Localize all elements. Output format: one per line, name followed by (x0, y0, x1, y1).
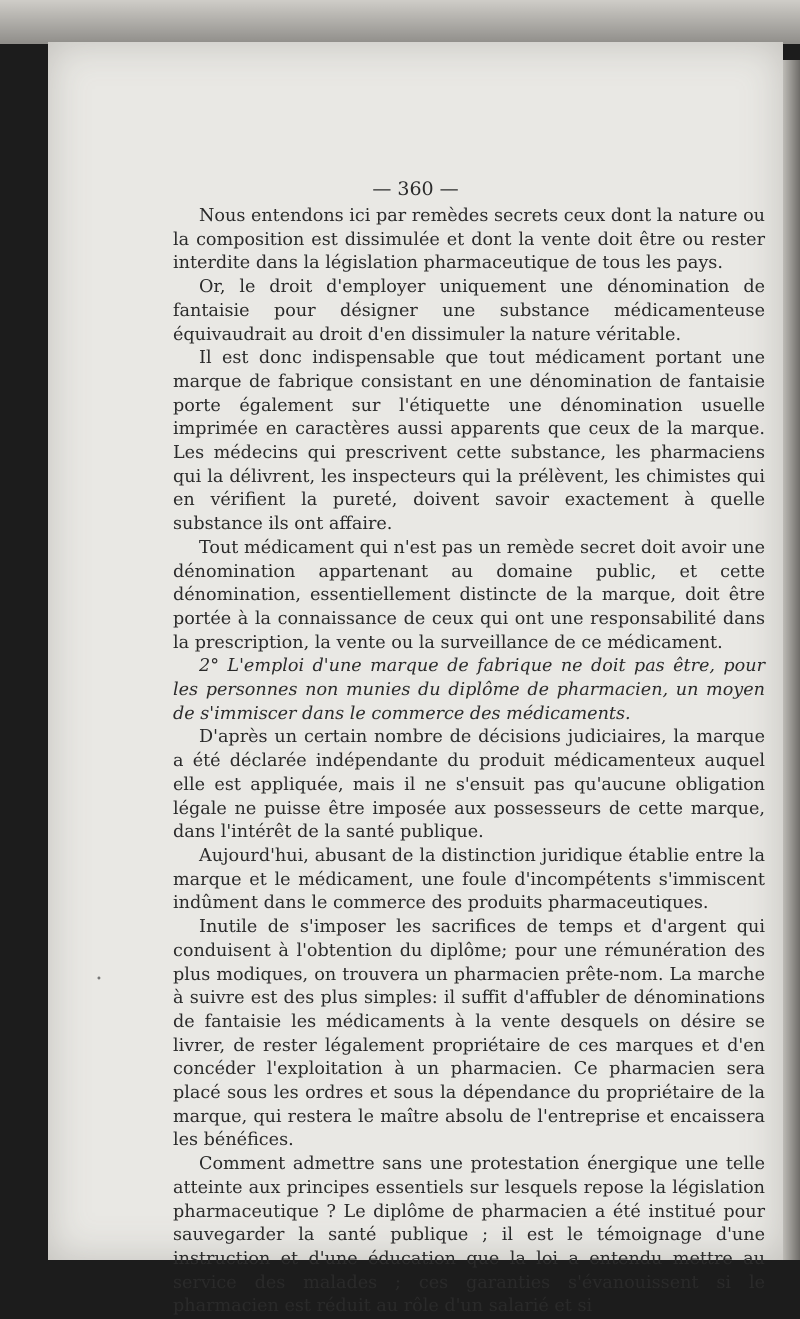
next-page-edge (783, 60, 800, 1260)
page-number: — 360 — (372, 178, 459, 200)
margin-mark: • (96, 974, 102, 985)
paragraph: Il est donc indispensable que tout médicament portant une marque de fabrique consistant en une dénomination de fantaisie porte également sur l'étiquette une dénomination usuelle imprimée en caractères aussi apparents que ceux de la marque. Les médecins qui prescrivent cette substance, les pharmaciens qui la délivrent, les inspecteurs qui la prélèvent, les chimistes qui en vérifient la pureté, doivent savoir exactement à quelle substance ils ont affaire. (173, 348, 765, 535)
paragraph: Tout médicament qui n'est pas un remède secret doit avoir une dénomination appartenant au domaine public, et cette dénomination, essentiellement distincte de la marque, doit être portée à la connaissance de ceux qui ont une responsabilité dans la prescription, la vente ou la surveillance de ce médicament. (173, 537, 765, 653)
paragraph: D'après un certain nombre de décisions judiciaires, la marque a été déclarée indépendante du produit médicamenteux auquel elle est appliquée, mais il ne s'ensuit pas qu'aucune obligation légale ne puisse être imposée aux possesseurs de cette marque, dans l'intérêt de la santé publique. (173, 727, 765, 843)
paragraph: Or, le droit d'employer uniquement une dénomination de fantaisie pour désigner une substance médicamenteuse équivaudrait au droit d'en dissimuler la nature véritable. (173, 277, 765, 345)
book-page (48, 42, 783, 1317)
paragraph: Nous entendons ici par remèdes secrets ceux dont la nature ou la composition est dissimulée et dont la vente doit être ou rester interdite dans la législation pharmaceutique de tous les pays. (173, 206, 766, 274)
paragraph: Inutile de s'imposer les sacrifices de temps et d'argent qui conduisent à l'obtention du diplôme; pour une rémunération des plus modiques, on trouvera un pharmacien prête-nom. La marche à suivre est des plus simples: il suffit d'affubler de dénominations de fantaisie les médicaments à la vente desquels on désire se livrer, de rester légalement propriétaire de ces marques et d'en concéder l'exploitation à un pharmacien. Ce pharmacien sera placé sous les ordres et sous la dépendance du propriétaire de la marque, qui restera le maître absolu de l'entreprise et encaissera les bénéfices. (173, 917, 765, 1151)
text-body (173, 205, 765, 1319)
section-heading-paragraph: 2° L'emploi d'une marque de fabrique ne doit pas être, pour les personnes non munies du diplôme de pharmacien, un moyen de s'immiscer dans le commerce des médicaments. (173, 656, 765, 724)
paragraph: Comment admettre sans une protestation énergique une telle atteinte aux principes essentiels sur lesquels repose la législation pharmaceutique ? Le diplôme de pharmacien a été institué pour sauvegarder la santé publique ; il est le témoignage d'une instruction et d'une éducation que la loi a entendu mettre au service des malades ; ces garanties s'évanouissent si le pharmacien est réduit au rôle d'un salarié et si (173, 1154, 765, 1317)
scan-background-top (0, 0, 800, 44)
paragraph: Aujourd'hui, abusant de la distinction juridique établie entre la marque et le médicament, une foule d'incompétents s'immiscent indûment dans le commerce des produits pharmaceutiques. (173, 845, 765, 914)
